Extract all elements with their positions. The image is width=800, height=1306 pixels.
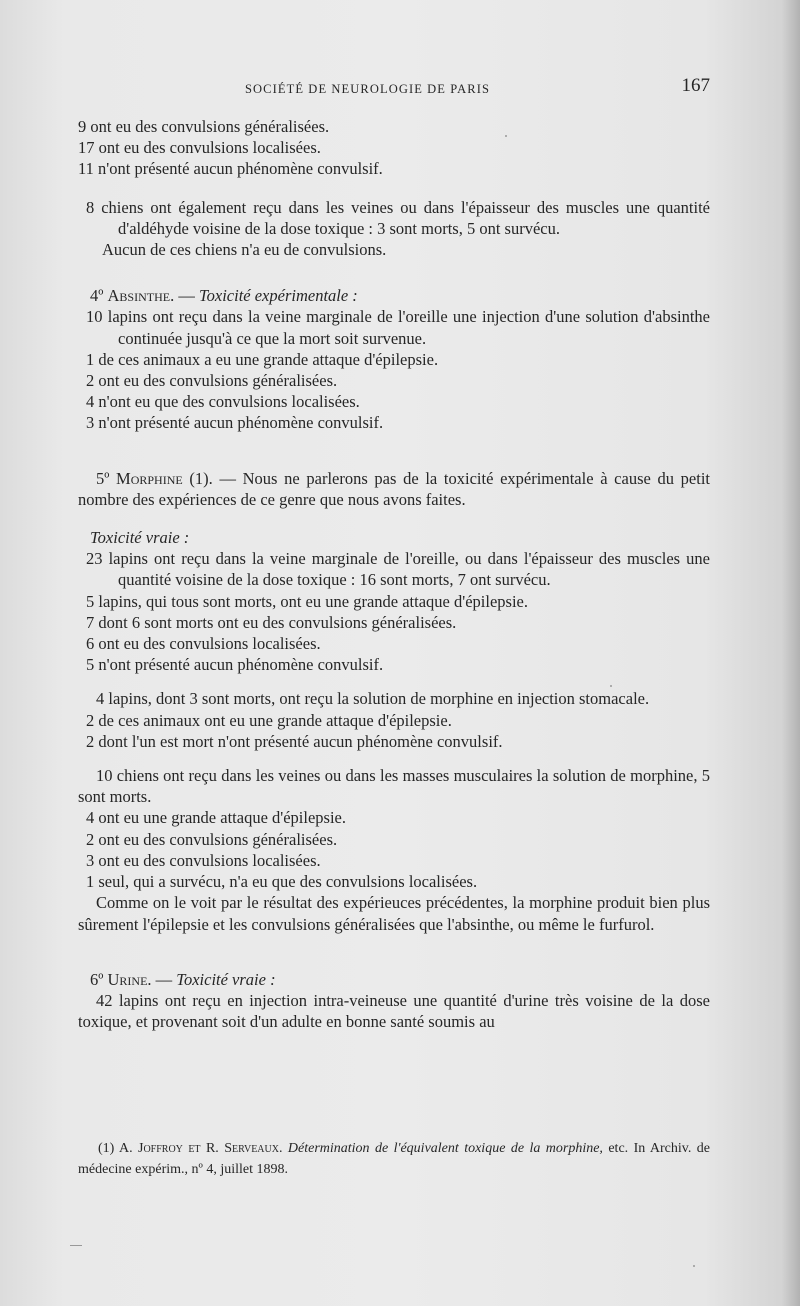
text-line: 17 ont eu des convulsions localisées. [78,138,321,158]
paragraph-rabbits-morphine: 23 lapins ont reçu dans la veine marginale de l'oreille, ou dans l'épaisseur des muscles une quantité voisine de la dose toxique : 16 sont morts, 7 ont survécu. [86,549,710,590]
footnote [78,1138,710,1180]
paragraph-morphine-intro [78,468,710,510]
footnote-source: etc. In Archiv. de médecine expérim., nº 4, juillet 1898. [78,1141,710,1177]
text-line: 2 de ces animaux ont eu une grande attaque d'épilepsie. [86,710,452,730]
text-line: 3 n'ont présenté aucun phénomène convulsif. [86,413,384,433]
paragraph-urine: 42 lapins ont reçu en injection intra-veineuse une quantité d'urine très voisine de la dose toxique, et provenant soit d'un adulte en bonne santé soumis au [78,990,710,1032]
paragraph-stomacal: 4 lapins, dont 3 sont morts, ont reçu la solution de morphine en injection stomacale. [96,689,650,709]
text-line: 11 n'ont présenté aucun phénomène convulsif. [78,159,383,179]
footnote-title: Détermination de l'équivalent toxique de la morphine, [282,1141,603,1156]
paragraph-absinthe: 10 lapins ont reçu dans la veine marginale de l'oreille une injection d'une solution d'absinthe continuée jusqu'à ce que la mort soit survenue. [86,307,710,348]
dash: — [174,286,199,306]
running-head: SOCIÉTÉ DE NEUROLOGIE DE PARIS [245,82,491,96]
section-number: 5º [96,468,110,488]
text-line: 3 ont eu des convulsions localisées. [86,850,321,870]
paragraph-dogs-morphine: 10 chiens ont reçu dans les veines ou dans les masses musculaires la solution de morphine, 5 sont morts. [78,766,710,807]
section-number: 6º [90,969,104,989]
text-line: 4 ont eu une grande attaque d'épilepsie. [86,808,347,828]
text-line: 7 dont 6 sont morts ont eu des convulsions généralisées. [86,612,457,632]
text-line: 1 seul, qui a survécu, n'a eu que des convulsions localisées. [86,872,478,892]
footnote-marker: (1) A. [98,1141,138,1156]
text-line: 4 n'ont eu que des convulsions localisées. [86,392,360,412]
text-line: 5 lapins, qui tous sont morts, ont eu une grande attaque d'épilepsie. [86,591,528,611]
paragraph-conclusion: Comme on le voit par le résultat des expérieuces précédentes, la morphine produit bien plus sûrement l'épilepsie et les convulsions généralisées que l'absinthe, ou même le furfurol. [78,893,710,934]
text-line: 2 ont eu des convulsions généralisées. [86,829,338,849]
text-line: 1 de ces animaux a eu une grande attaque d'épilepsie. [86,349,439,369]
scan-speck [505,135,507,137]
subheading: Toxicité vraie : [90,528,190,548]
scan-speck [693,1265,695,1267]
text-line: 2 ont eu des convulsions généralisées. [86,371,338,391]
section-title: Absinthe. [107,286,175,306]
text-line: 2 dont l'un est mort n'ont présenté aucun phénomène convulsif. [86,731,503,751]
scan-speck [610,685,612,687]
section-heading-urine [78,969,710,990]
body-text [78,116,710,1032]
text-line: Aucun de ces chiens n'a eu de convulsions. [102,240,387,260]
section-heading-absinthe [78,285,710,306]
text-line: 9 ont eu des convulsions généralisées. [78,117,330,136]
dash: — [151,969,177,989]
page-number: 167 [681,75,710,96]
scan-speck [70,1245,82,1246]
section-title: Urine. [107,969,152,989]
text-line: 5 n'ont présenté aucun phénomène convulsif. [86,655,384,675]
section-subtitle: Toxicité vraie : [176,969,276,989]
section-number: 4º [90,286,104,306]
paragraph-dogs-aldehyde: 8 chiens ont également reçu dans les veines ou dans l'épaisseur des muscles une quantité d'aldéhyde voisine de la dose toxique : 3 sont morts, 5 ont survécu. [86,197,710,238]
footnote-authors: Joffroy et R. Serveaux. [138,1141,283,1156]
section-title: Morphine [116,468,183,488]
paragraph-text: Nous ne parlerons pas de la toxicité expérimentale à cause du petit nombre des expériences de ce genre que nous avons faites. [78,468,710,509]
section-subtitle: Toxicité expérimentale : [198,286,358,306]
page-header [80,75,710,104]
footnote-ref: (1). — [182,468,236,488]
text-line: 6 ont eu des convulsions localisées. [86,634,321,654]
